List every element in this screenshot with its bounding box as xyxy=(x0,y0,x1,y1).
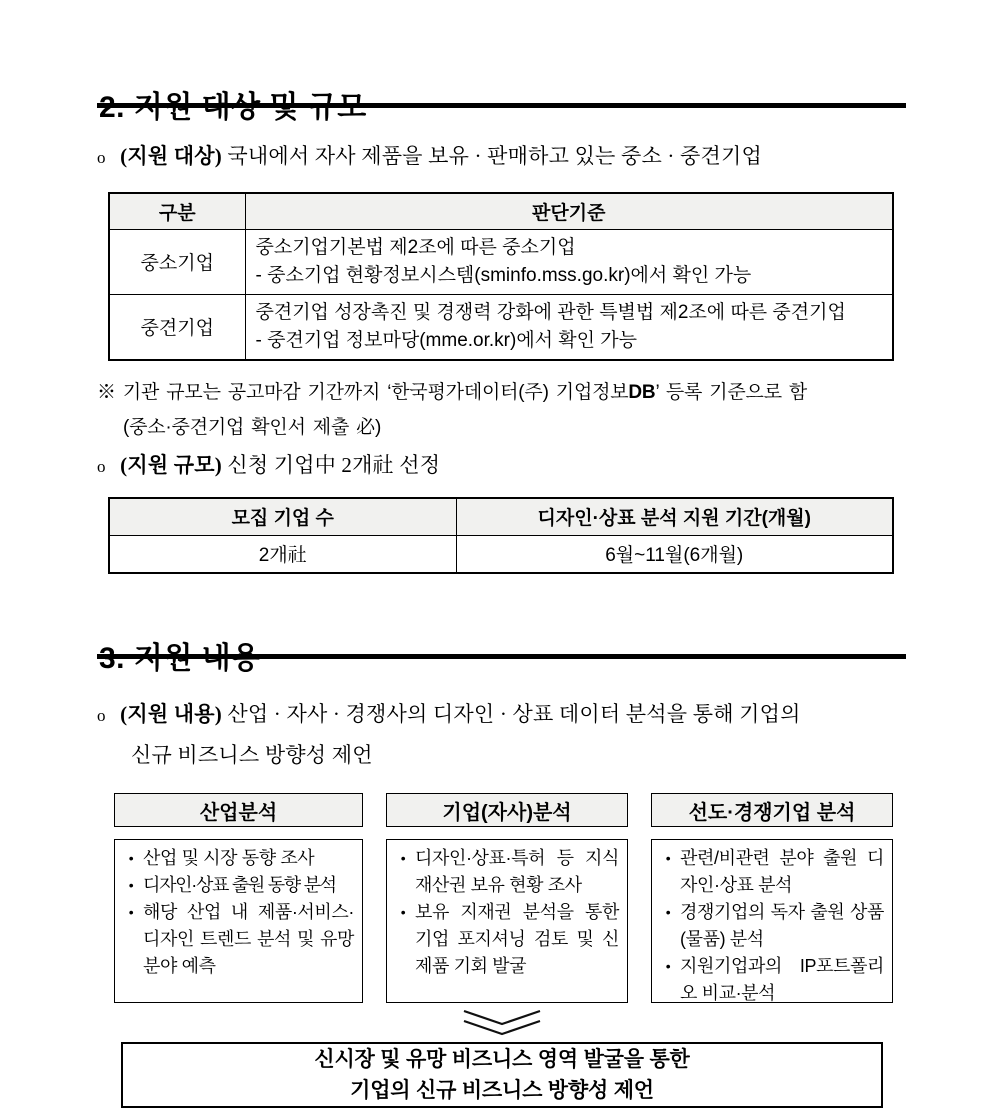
column-header-company-count: 모집 기업 수 xyxy=(109,498,456,535)
recruitment-table xyxy=(108,497,894,574)
bullet-icon: • xyxy=(128,904,134,920)
paragraph-bullet: o xyxy=(97,457,106,476)
eligibility-table xyxy=(108,192,894,361)
table-row xyxy=(109,294,893,360)
footnote-line-1 xyxy=(97,377,807,404)
list-item xyxy=(656,953,886,1003)
list-item xyxy=(119,845,356,872)
result-summary-box xyxy=(121,1042,883,1108)
list-item-text: 경쟁기업의 독자 출원 상품(물품) 분석 xyxy=(680,902,884,949)
list-item xyxy=(119,899,356,980)
list-item xyxy=(119,872,356,899)
bullet-icon: • xyxy=(665,850,671,866)
table-header-row xyxy=(109,193,893,229)
criteria-line: - 중견기업 정보마당(mme.or.kr)에서 확인 가능 xyxy=(255,329,638,351)
section-2-underline xyxy=(97,103,906,108)
list-item-text: 디자인·상표·특허 등 지식재산권 보유 현황 조사 xyxy=(415,848,619,895)
list-item-text: 보유 지재권 분석을 통한 기업 포지셔닝 검토 및 신제품 기회 발굴 xyxy=(415,902,619,976)
list-item xyxy=(391,899,621,980)
paragraph-bullet: o xyxy=(97,706,106,725)
row-category-midsize: 중견기업 xyxy=(109,294,245,360)
row-criteria-midsize xyxy=(245,294,893,360)
bullet-icon: • xyxy=(665,904,671,920)
support-scale-text: 신청 기업中 2개社 선정 xyxy=(227,453,441,477)
footnote-line-2 xyxy=(123,412,381,439)
analysis-column-body-competitor xyxy=(651,839,893,1003)
paragraph-bullet: o xyxy=(97,148,106,167)
bullet-icon: • xyxy=(665,958,671,974)
criteria-line: 중견기업 성장촉진 및 경쟁력 강화에 관한 특별법 제2조에 따른 중견기업 xyxy=(255,301,846,323)
section-3-underline xyxy=(97,654,906,659)
bullet-icon: • xyxy=(128,850,134,866)
support-scale-label: (지원 규모) xyxy=(120,453,222,477)
criteria-line: - 중소기업 현황정보시스템(sminfo.mss.go.kr)에서 확인 가능 xyxy=(255,264,752,286)
criteria-line: 중소기업기본법 제2조에 따른 중소기업 xyxy=(255,236,576,258)
support-scale-paragraph xyxy=(97,449,440,479)
table-row xyxy=(109,535,893,573)
analysis-column-header-company: 기업(자사)분석 xyxy=(386,793,628,827)
analysis-column-body-company xyxy=(386,839,628,1003)
analysis-column-header-competitor: 선도·경쟁기업 분석 xyxy=(651,793,893,827)
support-content-paragraph-line1 xyxy=(97,698,801,728)
bullet-icon: • xyxy=(400,850,406,866)
footnote-text: ’ 등록 기준으로 함 xyxy=(655,382,808,403)
row-criteria-sme xyxy=(245,229,893,294)
company-count-value: 2개社 xyxy=(109,535,456,573)
double-chevron-down-icon xyxy=(460,1008,544,1040)
bullet-icon: • xyxy=(400,904,406,920)
bullet-icon: • xyxy=(128,877,134,893)
list-item-text: 해당 산업 내 제품·서비스·디자인 트렌드 분석 및 유망 분야 예측 xyxy=(143,902,354,976)
support-target-label: (지원 대상) xyxy=(120,144,222,168)
list-item-text: 산업 및 시장 동향 조사 xyxy=(143,848,315,868)
table-header-row xyxy=(109,498,893,535)
footnote-bold-db: DB xyxy=(628,382,656,403)
footnote-text: ※ 기관 규모는 공고마감 기간까지 ‘한국평가데이터(주) 기업정보 xyxy=(97,382,629,403)
support-target-paragraph xyxy=(97,140,762,170)
column-header-support-period: 디자인·상표 분석 지원 기간(개월) xyxy=(456,498,893,535)
support-target-text: 국내에서 자사 제품을 보유 · 판매하고 있는 중소 · 중견기업 xyxy=(227,144,763,168)
support-content-text-line1: 산업 · 자사 · 경쟁사의 디자인 · 상표 데이터 분석을 통해 기업의 xyxy=(227,702,801,726)
result-line-2: 기업의 신규 비즈니스 방향성 제언 xyxy=(350,1079,654,1102)
result-line-1: 신시장 및 유망 비즈니스 영역 발굴을 통한 xyxy=(314,1048,690,1071)
column-header-category: 구분 xyxy=(109,193,245,229)
list-item-text: 디자인·상표 출원 동향 분석 xyxy=(143,875,336,895)
support-content-paragraph-line2 xyxy=(131,739,373,769)
list-item-text: 관련/비관련 분야 출원 디자인·상표 분석 xyxy=(680,848,884,895)
support-period-value: 6월~11월(6개월) xyxy=(456,535,893,573)
table-row xyxy=(109,229,893,294)
list-item xyxy=(656,899,886,953)
row-category-sme: 중소기업 xyxy=(109,229,245,294)
support-content-label: (지원 내용) xyxy=(120,702,222,726)
list-item-text: 지원기업과의 IP포트폴리오 비교·분석 xyxy=(680,956,884,1003)
analysis-column-body-industry xyxy=(114,839,363,1003)
support-content-text-line2: 신규 비즈니스 방향성 제언 xyxy=(131,743,373,767)
column-header-criteria: 판단기준 xyxy=(245,193,893,229)
list-item xyxy=(656,845,886,899)
list-item xyxy=(391,845,621,899)
footnote-text: (중소·중견기업 확인서 제출 必) xyxy=(123,417,382,438)
analysis-column-header-industry: 산업분석 xyxy=(114,793,363,827)
